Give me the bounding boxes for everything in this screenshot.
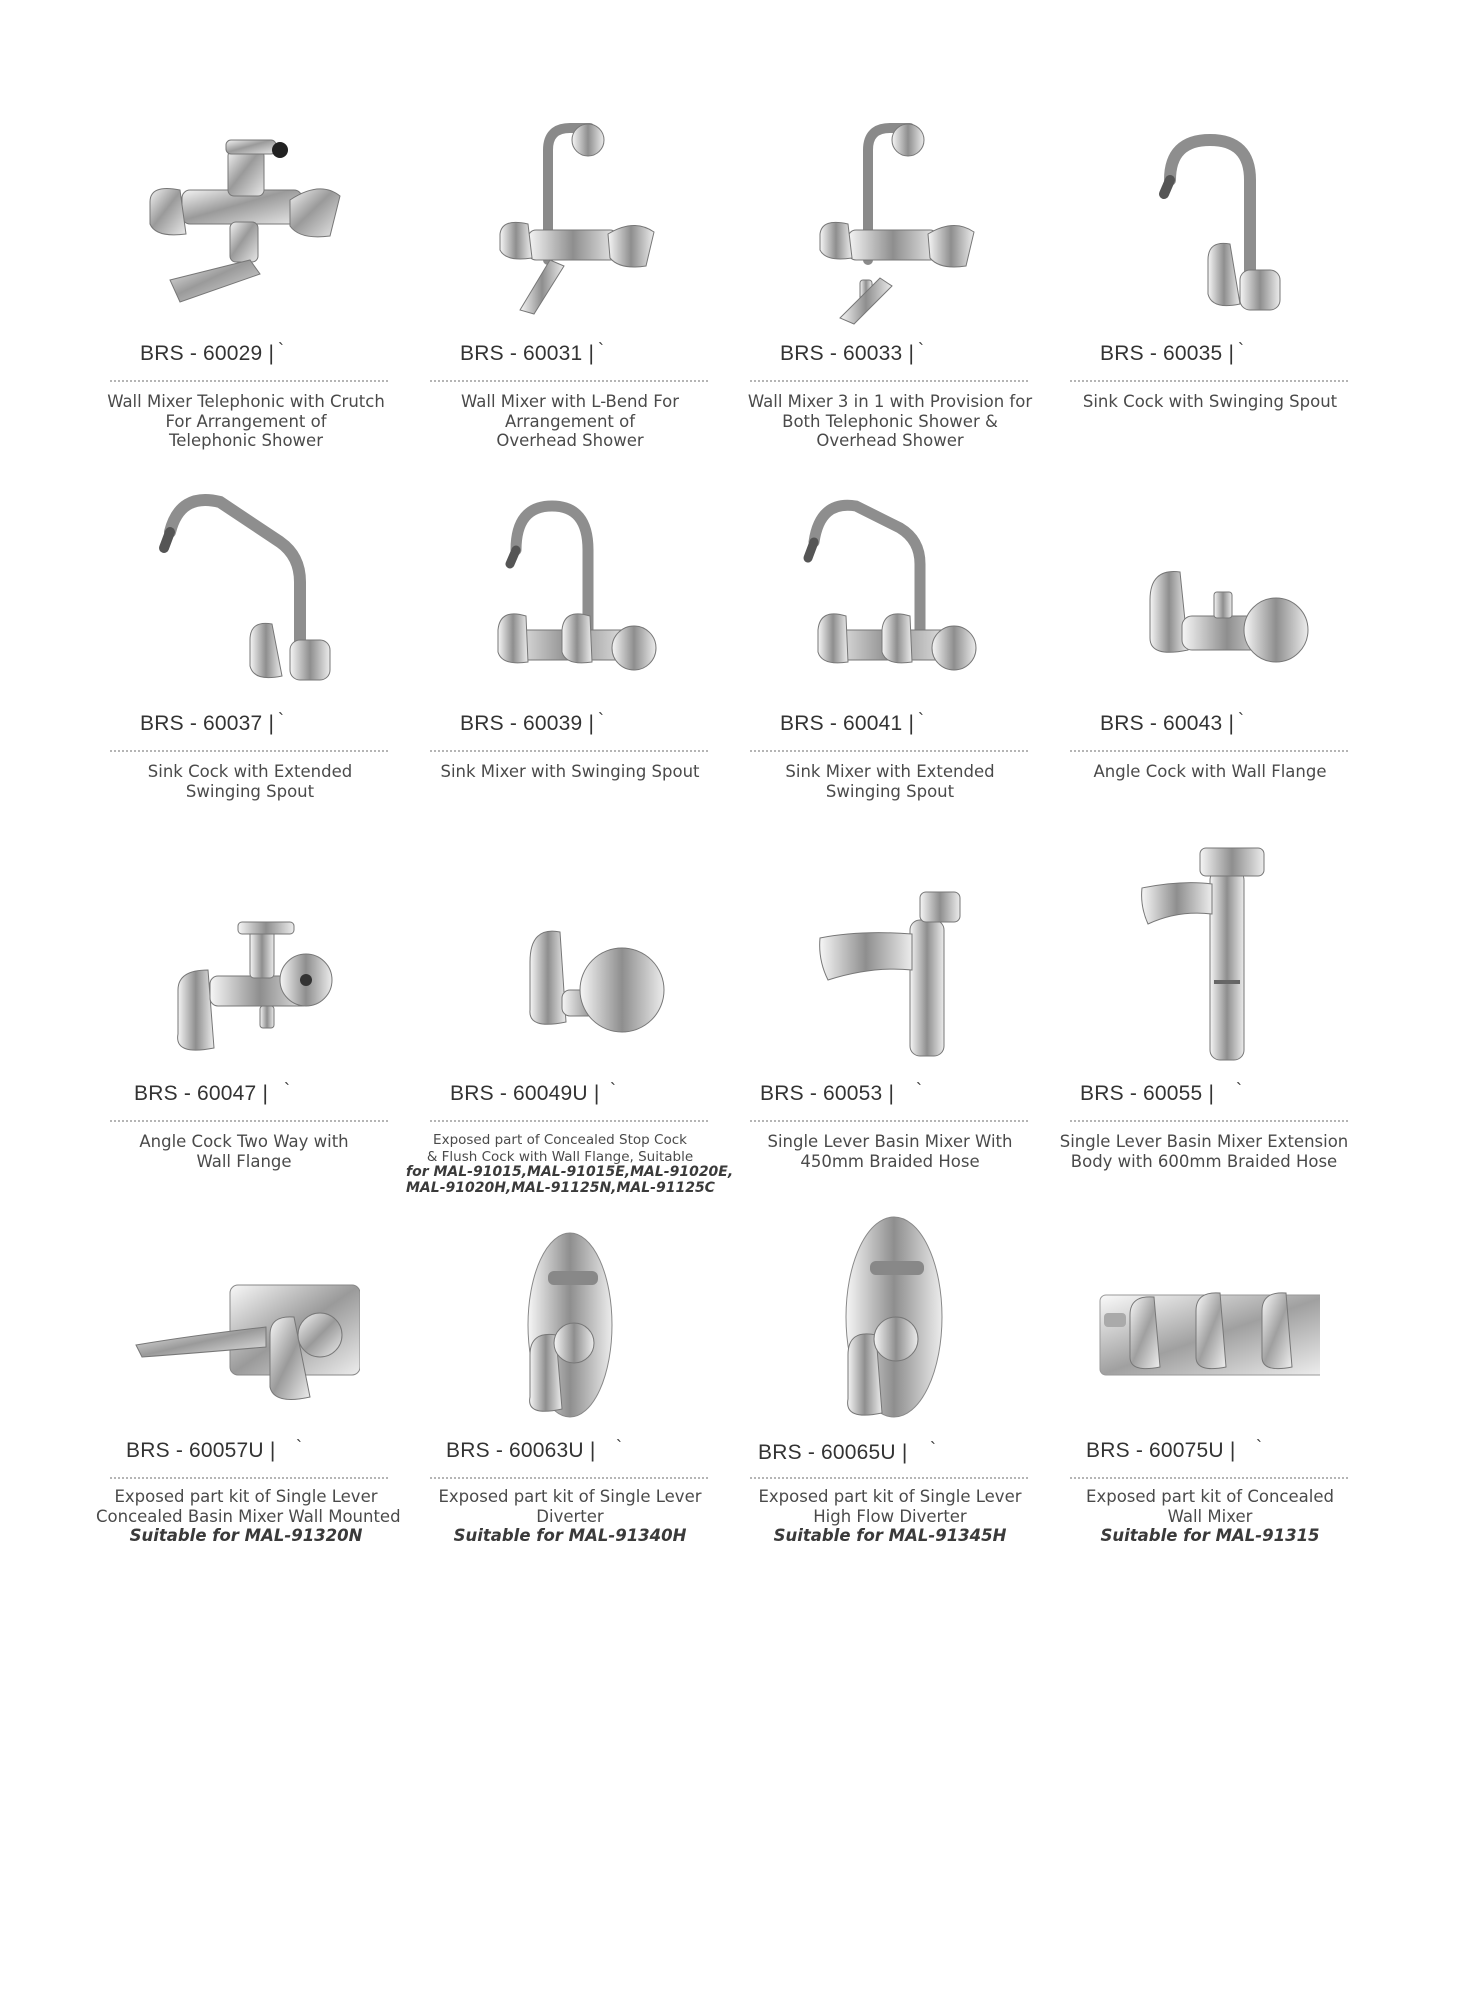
- product-code: BRS - 60075U |: [1086, 1439, 1236, 1462]
- basin-mixer-extension-icon: [1090, 830, 1320, 1070]
- divider: [750, 1120, 1028, 1122]
- product-description: Wall Mixer 3 in 1 with Provision for Both Telephonic Shower & Overhead Shower: [747, 392, 1033, 450]
- angle-cock-two-way-icon: [130, 850, 360, 1070]
- sink-mixer-extended-icon: [770, 480, 1000, 700]
- divider: [1070, 1477, 1348, 1479]
- divider: [430, 1477, 708, 1479]
- product-mark: `: [918, 340, 924, 360]
- sink-mixer-swinging-icon: [450, 480, 680, 700]
- product-code: BRS - 60057U |: [126, 1439, 276, 1462]
- concealed-basin-mixer-icon: [130, 1215, 360, 1435]
- high-flow-diverter-icon: [770, 1205, 1000, 1435]
- product-code: BRS - 60043 |: [1100, 712, 1235, 735]
- product-mark: `: [296, 1437, 302, 1457]
- product-code: BRS - 60049U |: [450, 1082, 600, 1105]
- sink-cock-extended-icon: [130, 480, 360, 700]
- product-description: Sink Mixer with Extended Swinging Spout: [785, 762, 995, 801]
- product-grid: [96, 100, 1360, 1560]
- product-code: BRS - 60031 |: [460, 342, 595, 365]
- wall-mixer-3-in-1-icon: [770, 110, 1000, 330]
- product-mark: `: [1238, 710, 1244, 730]
- divider: [430, 1120, 708, 1122]
- product-mark: `: [1238, 340, 1244, 360]
- divider: [750, 380, 1028, 382]
- product-description: Sink Cock with Swinging Spout: [1082, 392, 1338, 411]
- product-mark: `: [610, 1080, 616, 1100]
- product-mark: `: [1236, 1080, 1242, 1100]
- divider: [110, 380, 388, 382]
- concealed-wall-mixer-icon: [1090, 1215, 1320, 1435]
- product-mark: `: [930, 1439, 936, 1459]
- wall-mixer-l-bend-icon: [450, 110, 680, 330]
- product-code: BRS - 60041 |: [780, 712, 915, 735]
- product-mark: `: [918, 710, 924, 730]
- product-description: Sink Cock with Extended Swinging Spout: [147, 762, 353, 801]
- product-description: Angle Cock Two Way with Wall Flange: [139, 1132, 349, 1171]
- wall-mixer-telephonic-icon: [130, 110, 360, 330]
- product-description: Wall Mixer with L-Bend For Arrangement of Overhead Shower: [461, 392, 679, 450]
- divider: [430, 750, 708, 752]
- divider: [110, 1120, 388, 1122]
- sink-cock-swinging-icon: [1090, 110, 1320, 330]
- product-description: Exposed part kit of Single Lever Diverter Suitable for MAL-91340H: [438, 1487, 702, 1545]
- product-description: Exposed part of Concealed Stop Cock & Flush Cock with Wall Flange, Suitable: [426, 1132, 694, 1165]
- divider: [750, 1477, 1028, 1479]
- product-code: BRS - 60039 |: [460, 712, 595, 735]
- concealed-stop-cock-icon: [450, 850, 680, 1070]
- product-description: Exposed part kit of Concealed Wall Mixer Suitable for MAL-91315: [1086, 1487, 1334, 1545]
- product-description: Sink Mixer with Swinging Spout: [440, 762, 700, 781]
- product-code: BRS - 60053 |: [760, 1082, 895, 1105]
- product-code: BRS - 60037 |: [140, 712, 275, 735]
- divider: [1070, 380, 1348, 382]
- product-mark: `: [1256, 1437, 1262, 1457]
- product-code: BRS - 60029 |: [140, 342, 275, 365]
- divider: [1070, 750, 1348, 752]
- product-description: Exposed part kit of Single Lever Concealed Basin Mixer Wall Mounted Suitable for MAL-91320N: [96, 1487, 401, 1545]
- product-mark: `: [284, 1080, 290, 1100]
- product-description: Exposed part kit of Single Lever High Flow Diverter Suitable for MAL-91345H: [758, 1487, 1022, 1545]
- product-code: BRS - 60055 |: [1080, 1082, 1215, 1105]
- product-mark: `: [278, 340, 284, 360]
- product-code: BRS - 60063U |: [446, 1439, 596, 1462]
- suitable-note: for MAL-91015,MAL-91015E,MAL-91020E, MAL-91020H,MAL-91125N,MAL-91125C: [406, 1164, 734, 1196]
- divider: [110, 750, 388, 752]
- divider: [1070, 1120, 1348, 1122]
- product-code: BRS - 60035 |: [1100, 342, 1235, 365]
- product-description: Wall Mixer Telephonic with Crutch For Arrangement of Telephonic Shower: [107, 392, 385, 450]
- product-code: BRS - 60033 |: [780, 342, 915, 365]
- angle-cock-icon: [1090, 480, 1320, 700]
- product-code: BRS - 60065U |: [758, 1441, 908, 1464]
- basin-mixer-icon: [770, 850, 1000, 1070]
- product-description: Single Lever Basin Mixer Extension Body with 600mm Braided Hose: [1059, 1132, 1349, 1171]
- product-mark: `: [278, 710, 284, 730]
- product-description: Angle Cock with Wall Flange: [1093, 762, 1327, 781]
- divider: [110, 1477, 388, 1479]
- product-code: BRS - 60047 |: [134, 1082, 269, 1105]
- product-mark: `: [616, 1437, 622, 1457]
- product-mark: `: [916, 1080, 922, 1100]
- divider: [750, 750, 1028, 752]
- product-mark: `: [598, 340, 604, 360]
- product-description: Single Lever Basin Mixer With 450mm Braided Hose: [767, 1132, 1013, 1171]
- product-mark: `: [598, 710, 604, 730]
- divider: [430, 380, 708, 382]
- single-lever-diverter-icon: [450, 1215, 680, 1435]
